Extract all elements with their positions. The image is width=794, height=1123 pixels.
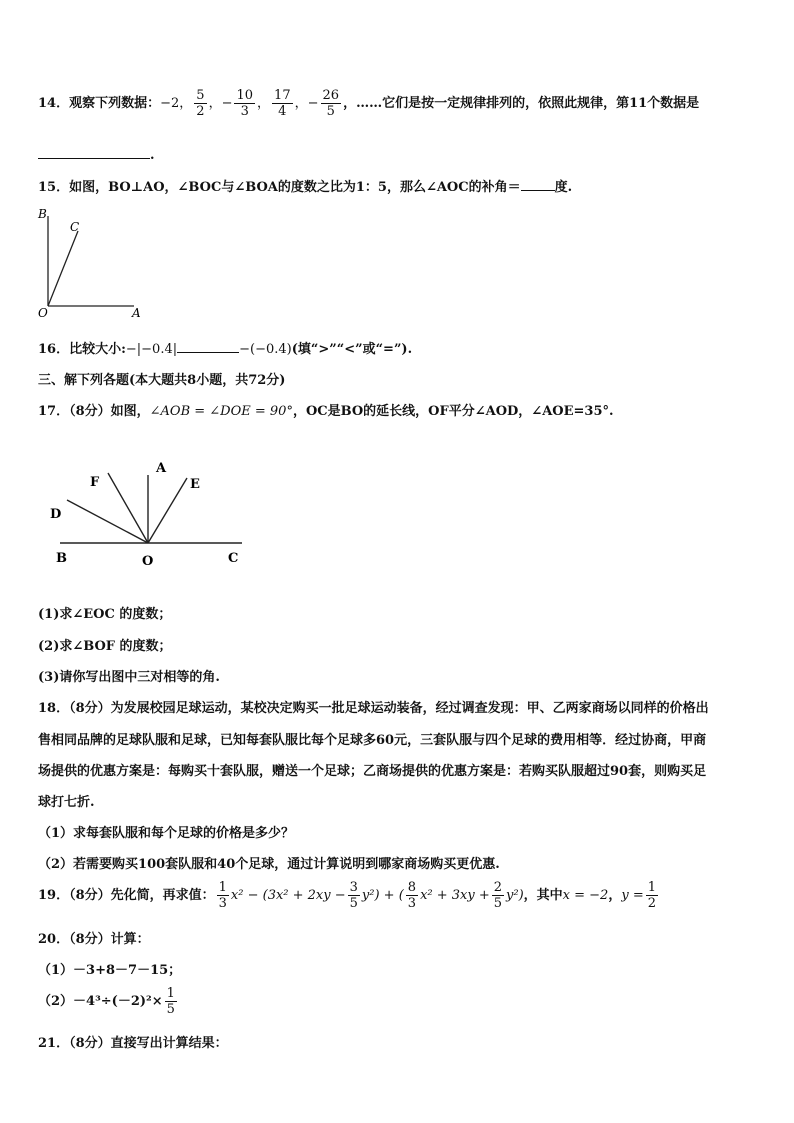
q14-answer-line: . xyxy=(38,144,155,163)
q18-line4: 球打七折. xyxy=(38,795,95,810)
q18-line1: 18．（8分）为发展校园足球运动，某校决定购买一批足球运动装备，经过调查发现：甲、乙两家商场以同样的价格出 xyxy=(38,701,709,716)
q14-number: 14． xyxy=(38,96,70,111)
q17-label-a: A xyxy=(156,461,167,476)
q14-line: 14．观察下列数据：−2， $\frac{5}{2}$ ，− $\frac{10}{3}$ ， $\frac{17}{4}$ ，− $\frac{26}{5}$ ，……它们是按一定规律排列的，依照此规律，第11个数据是 xyxy=(38,88,700,119)
q15-label-a: A xyxy=(132,306,141,320)
q19-frac-c: $\frac{8}{3}$ xyxy=(407,880,417,911)
q15-text: 15．如图，BO⊥AO，∠BOC与∠BOA的度数之比为1：5，那么∠AOC的补角＝ xyxy=(38,180,521,195)
q17-ray-oe xyxy=(148,478,187,543)
q21-heading: 21．（8分）直接写出计算结果： xyxy=(38,1036,228,1051)
q16-prefix: 16．比较大小: xyxy=(38,342,126,357)
q19-line: 19．（8分）先化简，再求值： $\frac{1}{3}$ x² − (3x² + 2xy − $\frac{3}{5}$ y²) + ( $\frac{8}{3}$ x² + 3xy + $\frac{2}{5}$ y²)，其中x = −2，y = $\frac{1}{2}$ xyxy=(38,880,656,911)
q17-label-b: B xyxy=(56,551,67,566)
q17-label-o: O xyxy=(142,554,154,569)
q15-answer-blank xyxy=(521,177,555,191)
q20-sub1: （1）－3+8－7－15； xyxy=(38,963,182,978)
q16-line xyxy=(38,338,412,357)
q17-line: 17．（8分）如图，∠AOB = ∠DOE = 90°，OC是BO的延长线，OF平分∠AOD，∠AOE=35°. xyxy=(38,404,614,419)
q19-x-value: x = −2 xyxy=(562,888,609,903)
q14-frac4: $\frac{26}{5}$ xyxy=(322,88,340,119)
q15-label-c: C xyxy=(70,220,80,234)
section-3-heading: 三、解下列各题(本大题共8小题，共72分) xyxy=(38,373,286,388)
q18-sub1: （1）求每套队服和每个足球的价格是多少？ xyxy=(38,826,295,841)
q17-sub2: (2)求∠BOF 的度数； xyxy=(38,639,172,654)
q17-math: ∠AOB = ∠DOE = 90° xyxy=(149,404,293,419)
q16-hint: (填“>”“<”或“=”). xyxy=(291,342,413,357)
q17-sub3: (3)请你写出图中三对相等的角. xyxy=(38,670,220,685)
q15-label-b: B xyxy=(38,207,47,221)
q14-frac3: $\frac{17}{4}$ xyxy=(274,88,291,119)
q17-label-e: E xyxy=(190,477,200,492)
q14-term1: −2， xyxy=(160,96,193,111)
q15-line xyxy=(38,176,572,195)
q15-unit: 度. xyxy=(554,180,573,195)
q20-sub2: （2）－4³÷(－2)²× $\frac{1}{5}$ xyxy=(38,986,175,1017)
q14-intro: 观察下列数据： xyxy=(69,96,161,111)
q19-frac-a: $\frac{1}{3}$ xyxy=(218,880,227,911)
q17-sub1: (1)求∠EOC 的度数； xyxy=(38,607,172,622)
q15-ray-oc xyxy=(48,231,78,306)
q14-tail: ，……它们是按一定规律排列的，依照此规律，第11个数据是 xyxy=(343,96,700,111)
q15-figure xyxy=(30,200,160,322)
q19-frac-d: $\frac{2}{5}$ xyxy=(493,880,503,911)
q14-answer-blank xyxy=(38,144,150,159)
q18-line2: 售相同品牌的足球队服和足球，已知每套队服比每个足球多60元，三套队服与四个足球的费用相等．经过协商，甲商 xyxy=(38,733,707,748)
q16-right-expr: −(−0.4) xyxy=(239,342,292,357)
q17-figure xyxy=(42,455,262,575)
q17-label-c: C xyxy=(228,551,239,566)
q19-frac-y: $\frac{1}{2}$ xyxy=(647,880,656,911)
q20-frac: $\frac{1}{5}$ xyxy=(166,986,175,1017)
q17-label-d: D xyxy=(50,507,62,522)
q16-answer-blank xyxy=(177,339,239,353)
q18-sub2: （2）若需要购买100套队服和40个足球，通过计算说明到哪家商场购买更优惠. xyxy=(38,857,500,872)
q19-frac-b: $\frac{3}{5}$ xyxy=(349,880,358,911)
q14-frac2: $\frac{10}{3}$ xyxy=(236,88,254,119)
q18-line3: 场提供的优惠方案是：每购买十套队服，赠送一个足球；乙商场提供的优惠方案是：若购买队服超过90套，则购买足 xyxy=(38,764,707,779)
q17-label-f: F xyxy=(90,475,100,490)
q16-left-expr: −|−0.4| xyxy=(125,342,178,357)
q20-heading: 20．（8分）计算： xyxy=(38,932,150,947)
q14-frac1: $\frac{5}{2}$ xyxy=(196,88,205,119)
q15-label-o: O xyxy=(38,306,48,320)
